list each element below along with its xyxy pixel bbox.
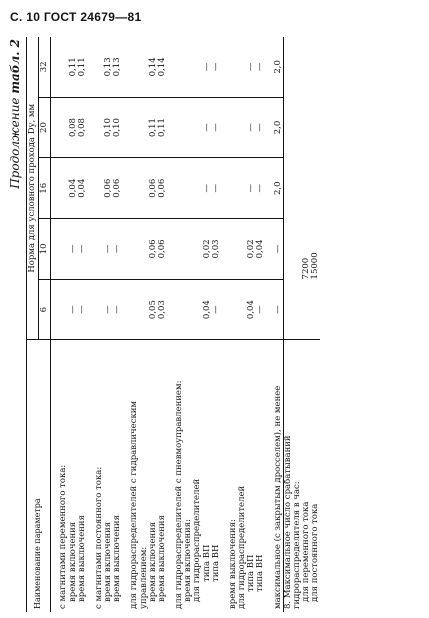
value-cell-32: — (247, 37, 256, 97)
value-cell-16: — (212, 158, 221, 219)
value-cell-10: 0,06 (158, 219, 167, 280)
column-header-parameter: Наименование параметра (27, 340, 51, 612)
parameter-name: максимальное (с закрытым дросселем), не менее (274, 340, 284, 612)
value-cell-32: — (212, 37, 221, 97)
value-cell-16: 0,04 (78, 158, 87, 219)
parameter-name: для гидрораспределителей (193, 340, 202, 612)
value-cell-10 (184, 219, 193, 280)
value-cell-6: 0,03 (158, 279, 167, 340)
value-cell-6 (184, 279, 193, 340)
value-cell-6: 0,04 (247, 279, 256, 340)
table-row (158, 37, 167, 612)
parameter-name: для переменного тока (302, 340, 311, 612)
table-row (212, 37, 221, 612)
value-cell-10: 0,03 (212, 219, 221, 280)
table-row (311, 37, 320, 612)
value-cell-32 (175, 37, 184, 97)
value-cell-16 (184, 158, 193, 219)
parameter-name: время включения (104, 340, 113, 612)
parameter-name: типа ВН (256, 340, 265, 612)
value-cell-10: — (274, 219, 284, 280)
parameter-name: с магнитами переменного тока: (59, 340, 68, 612)
parameter-name: время включения (69, 340, 78, 612)
parameters-table (26, 37, 320, 612)
caption-text: Продолжение (8, 97, 22, 189)
value-cell-16: 0,06 (149, 158, 158, 219)
table-row (256, 37, 265, 612)
value-cell-32: 0,11 (78, 37, 87, 97)
table-caption (8, 39, 22, 189)
section-8-title-row (283, 37, 302, 612)
value-cell-32: — (256, 37, 265, 97)
value-cell-16 (175, 158, 184, 219)
value-cell-32: 0,14 (149, 37, 158, 97)
value-cell-32: 0,11 (69, 37, 78, 97)
parameter-name: для постоянного тока (311, 340, 320, 612)
value-cell-32 (229, 37, 238, 97)
value-cell-6: — (78, 279, 87, 340)
column-header-16: 16 (39, 158, 51, 219)
value-cell-32: — (203, 37, 212, 97)
value-cell-20: 0,08 (69, 97, 78, 158)
table-row (130, 37, 148, 612)
value-cell-16: — (247, 158, 256, 219)
column-header-20: 20 (39, 97, 51, 158)
table-row (113, 37, 122, 612)
section-8-value: 7200 (302, 37, 311, 340)
value-cell-20 (175, 97, 184, 158)
value-cell-16: 0,06 (158, 158, 167, 219)
value-cell-6 (175, 279, 184, 340)
value-cell-20: — (256, 97, 265, 158)
value-cell-10 (229, 219, 238, 280)
value-cell-10: 0,02 (247, 219, 256, 280)
parameter-name: время выключения: (229, 340, 238, 612)
parameter-name: время выключения (78, 340, 87, 612)
parameter-name: для гидрораспределителей (238, 340, 247, 612)
value-cell-20 (229, 97, 238, 158)
value-cell-20 (184, 97, 193, 158)
value-cell-16: — (203, 158, 212, 219)
value-cell-32: 2,0 (274, 37, 284, 97)
table-body (51, 37, 321, 612)
section-8-value: 15000 (311, 37, 320, 340)
value-cell-6: — (104, 279, 113, 340)
value-cell-16 (229, 158, 238, 219)
column-header-10: 10 (39, 219, 51, 280)
value-cell-10: — (113, 219, 122, 280)
value-cell-6: — (274, 279, 284, 340)
value-cell-16: 0,06 (104, 158, 113, 219)
parameter-name: типа ВП (247, 340, 256, 612)
value-cell-20: — (203, 97, 212, 158)
value-cell-6 (130, 279, 148, 340)
value-cell-16: 0,06 (113, 158, 122, 219)
parameter-name: типа ВП (203, 340, 212, 612)
value-cell-32 (130, 37, 148, 97)
table-row (274, 37, 284, 612)
value-cell-20: 2,0 (274, 97, 284, 158)
value-cell-10: — (69, 219, 78, 280)
value-cell-10: — (78, 219, 87, 280)
value-cell-32: 0,14 (158, 37, 167, 97)
value-cell-32 (184, 37, 193, 97)
value-cell-6: — (113, 279, 122, 340)
parameter-name: для гидрораспределителей с пневмоуправлением: (175, 340, 184, 612)
value-cell-20: 0,08 (78, 97, 87, 158)
value-cell-6: 0,05 (149, 279, 158, 340)
page-header: С. 10 ГОСТ 24679—81 (10, 10, 142, 24)
value-cell-20: 0,11 (158, 97, 167, 158)
value-cell-6: 0,04 (203, 279, 212, 340)
value-cell-20: — (247, 97, 256, 158)
value-cell-20 (130, 97, 148, 158)
column-header-32: 32 (39, 37, 51, 97)
value-cell-6: — (69, 279, 78, 340)
value-cell-10 (175, 219, 184, 280)
column-header-6: 6 (39, 279, 51, 340)
section-8-title: 8. Максимальное число срабатываний гидрораспределителя в час: (283, 340, 302, 612)
value-cell-10: 0,04 (256, 219, 265, 280)
parameter-name: типа ВН (212, 340, 221, 612)
parameter-name: для гидрораспределителей с гидравлическим управлением: (130, 340, 148, 612)
value-cell-6: — (212, 279, 221, 340)
value-cell-6: — (256, 279, 265, 340)
value-cell-16: 2,0 (274, 158, 284, 219)
column-group-header: Норма для условного прохода Dу, мм (27, 37, 39, 340)
value-cell-20: 0,11 (149, 97, 158, 158)
value-cell-10 (130, 219, 148, 280)
value-cell-16: — (256, 158, 265, 219)
value-cell-16 (130, 158, 148, 219)
parameter-name: время включения: (184, 340, 193, 612)
value-cell-20: — (212, 97, 221, 158)
caption-table-ref: табл. 2 (8, 39, 22, 94)
table-row (78, 37, 87, 612)
parameter-name: время включения (149, 340, 158, 612)
value-cell-10: 0,02 (203, 219, 212, 280)
parameter-name: с магнитами постоянного тока: (95, 340, 104, 612)
parameter-name: время выключения (158, 340, 167, 612)
value-cell-16: 0,04 (69, 158, 78, 219)
value-cell-32: 0,13 (113, 37, 122, 97)
rotated-table-region (8, 37, 420, 612)
value-cell-10: — (104, 219, 113, 280)
parameter-name: время выключения (113, 340, 122, 612)
value-cell-10: 0,06 (149, 219, 158, 280)
value-cell-20: 0,10 (113, 97, 122, 158)
value-cell-32: 0,13 (104, 37, 113, 97)
value-cell-20: 0,10 (104, 97, 113, 158)
value-cell-6 (229, 279, 238, 340)
